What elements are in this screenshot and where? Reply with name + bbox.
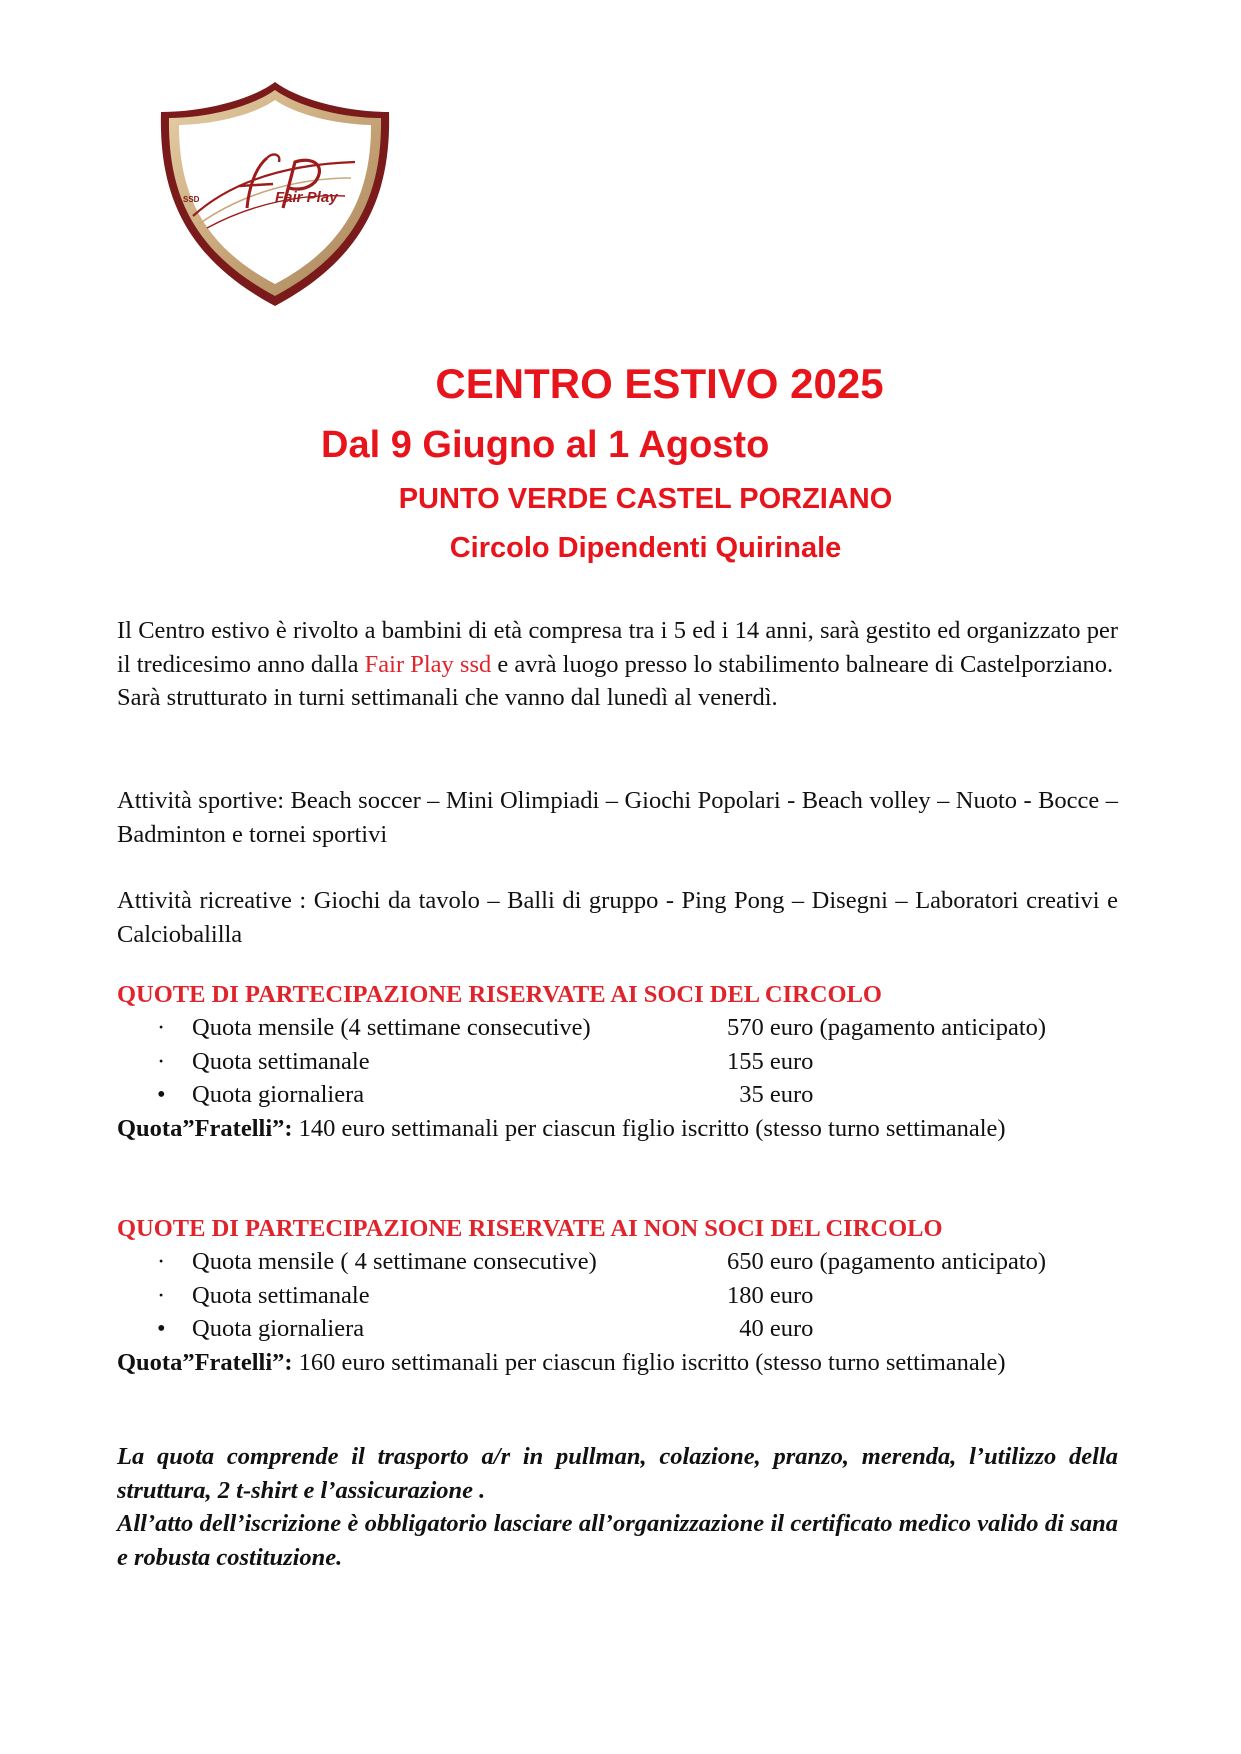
fee-label: Quota mensile (4 settimane consecutive) [192,1014,591,1041]
fee-price: 650 euro (pagamento anticipato) [727,1248,1047,1275]
fee-row [117,1245,1137,1279]
fee-price: 35 euro [727,1081,814,1108]
logo-text: Fair Play [275,189,338,206]
fee-price: 155 euro [727,1047,814,1075]
members-fee-list [117,1011,1137,1112]
included-note: La quota comprende il trasporto a/r in pullman, colazione, pranzo, merenda, l’utilizzo della struttura, 2 t-shirt e l’assicurazione . [117,1443,1118,1504]
logo-badge: SSD [183,195,200,204]
event-location: PUNTO VERDE CASTEL PORZIANO [398,483,893,515]
bullet-icon: • [157,1315,166,1342]
non-members-fee-list [117,1245,1137,1346]
fee-row [117,1011,1137,1045]
shield-logo-icon [155,78,395,310]
non-members-siblings-fee [117,1346,1118,1380]
fee-label: Quota giornaliera [192,1081,365,1108]
fee-price: 570 euro (pagamento anticipato) [727,1014,1047,1041]
fee-label: Quota settimanale [192,1047,370,1075]
fee-price: 40 euro [727,1315,814,1342]
siblings-label: Quota”Fratelli”: [117,1115,293,1142]
bullet-icon: • [157,1081,166,1108]
fee-label: Quota giornaliera [192,1315,365,1342]
members-siblings-fee [117,1112,1118,1146]
certificate-note: All’atto dell’iscrizione è obbligatorio lasciare all’organizzazione il certificato medico valido di sana e robusta costituzione. [117,1510,1118,1571]
bullet-icon: · [157,1014,166,1041]
recreational-activities [117,884,1118,951]
fair-play-logo [155,78,395,310]
fee-label: Quota mensile ( 4 settimane consecutive) [192,1248,597,1275]
intro-text-2: e avrà luogo presso lo stabilimento balneare di Castelporziano. [491,650,1114,678]
fee-label: Quota settimanale [192,1281,370,1309]
bullet-icon: · [157,1047,166,1075]
footer-notes [117,1440,1118,1574]
event-dates: Dal 9 Giugno al 1 Agosto [321,424,770,466]
schedule-text: Sarà strutturato in turni settimanali che vanno dal lunedì al venerdì. [117,684,778,711]
members-fees-heading: QUOTE DI PARTECIPAZIONE RISERVATE AI SOCI DEL CIRCOLO [117,981,882,1008]
fee-row [117,1078,1137,1112]
intro-text-1: Il Centro estivo è rivolto a bambini di età compresa tra i 5 ed i 14 anni, sarà gestito ed organizzato per il tredicesimo anno dalla [117,617,1118,678]
sports-activities [117,784,1118,851]
siblings-text: 140 euro settimanali per ciascun figlio iscritto (stesso turno settimanale) [292,1115,1006,1142]
non-members-fees-heading: QUOTE DI PARTECIPAZIONE RISERVATE AI NON SOCI DEL CIRCOLO [117,1215,943,1242]
sports-activities-text: Attività sportive: Beach soccer – Mini Olimpiadi – Giochi Popolari - Beach volley – Nuoto - Bocce – Badminton e tornei sportivi [117,787,1118,848]
recreational-activities-text: Attività ricreative : Giochi da tavolo – Balli di gruppo - Ping Pong – Disegni – Laboratori creativi e Calciobalilla [117,887,1118,948]
fee-price: 180 euro [727,1281,814,1309]
siblings-label: Quota”Fratelli”: [117,1349,293,1376]
organizer-name: Fair Play ssd [364,650,492,678]
page-title: CENTRO ESTIVO 2025 [435,360,884,407]
bullet-icon: · [157,1248,166,1275]
fee-row [117,1045,1137,1079]
fee-row [117,1279,1137,1313]
event-club: Circolo Dipendenti Quirinale [449,532,842,564]
intro-paragraph [117,614,1118,715]
siblings-text: 160 euro settimanali per ciascun figlio iscritto (stesso turno settimanale) [292,1349,1006,1376]
bullet-icon: · [157,1281,166,1309]
fee-row [117,1312,1137,1346]
